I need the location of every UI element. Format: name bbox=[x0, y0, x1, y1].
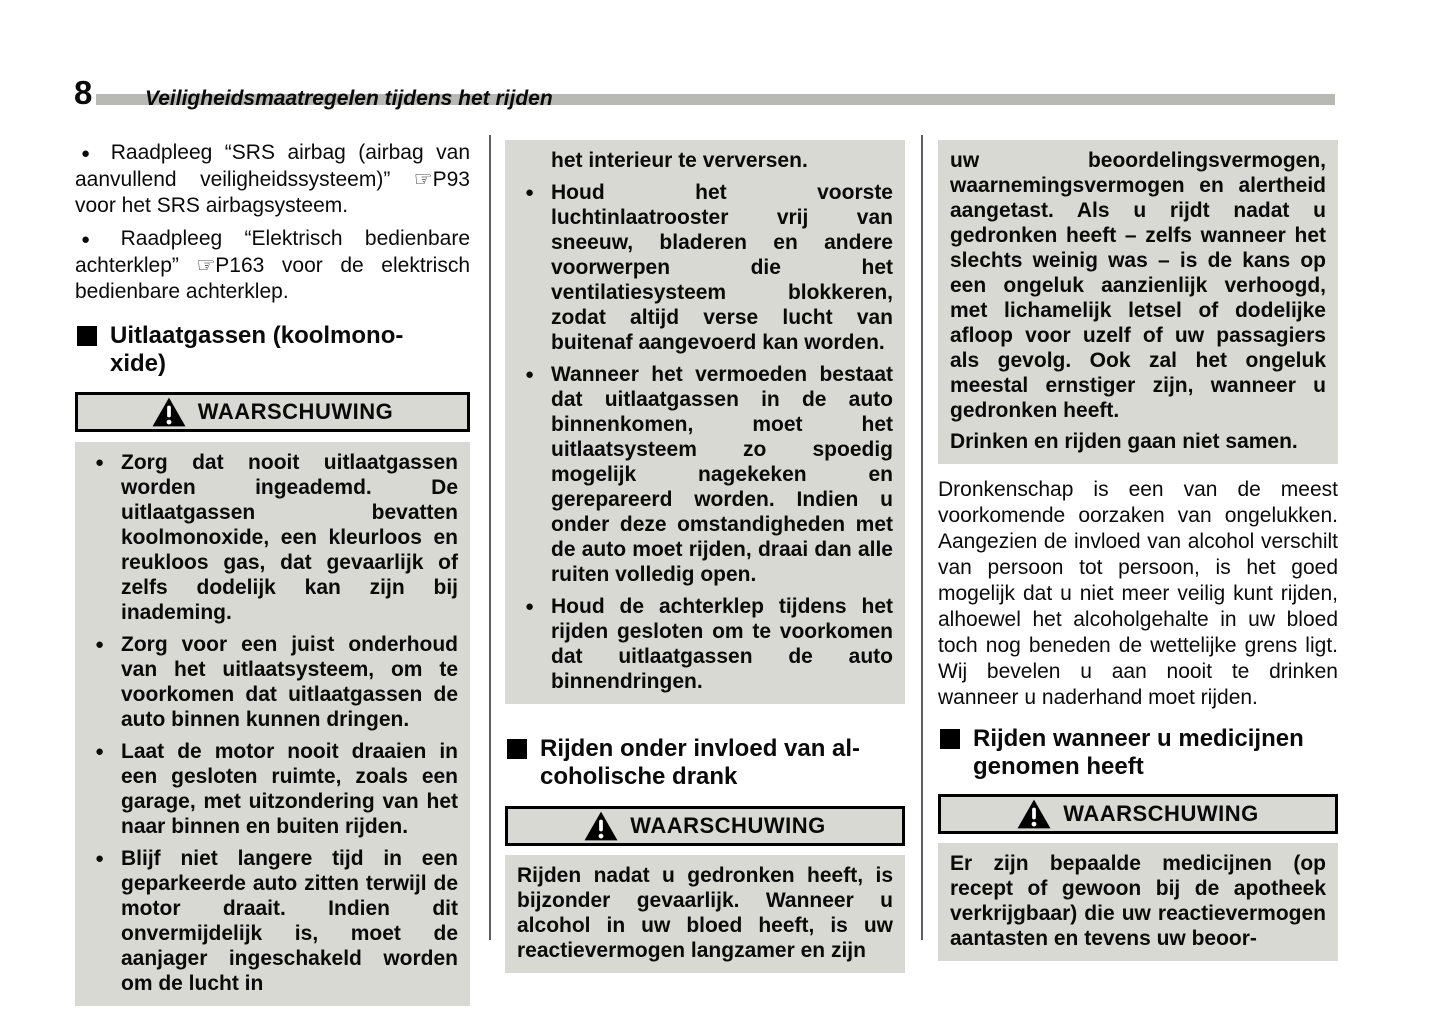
bullet-icon: ● bbox=[525, 598, 535, 615]
warning-bullet bbox=[87, 450, 458, 625]
warning-label: WAARSCHUWING bbox=[197, 399, 394, 424]
warning-bullet-text: Zorg dat nooit uitlaatgassen worden ingeademd. De uitlaatgassen bevatten koolmonoxide, een kleurloos en reukloos gas, dat gevaarlijk of zelfs dodelijk kan zijn bij inademing. bbox=[121, 451, 458, 624]
heading-line: coholische drank bbox=[540, 763, 738, 790]
warning-bullet-text: Zorg voor een juist onderhoud van het uitlaatsysteem, om te voorkomen dat uitlaatgassen de auto binnen kunnen dringen. bbox=[121, 633, 458, 731]
heading-line: Uitlaatgassen (koolmono- bbox=[110, 322, 404, 349]
warning-box bbox=[505, 855, 905, 973]
column-left bbox=[75, 140, 470, 1006]
column-divider bbox=[921, 135, 923, 940]
warning-bullet bbox=[517, 594, 893, 694]
column-middle bbox=[505, 140, 905, 973]
warning-bullet-text: Laat de motor nooit draaien in een gesloten ruimte, zoals een garage, met uitzondering van het naar binnen en buiten rijden. bbox=[121, 740, 458, 838]
intro-bullet bbox=[75, 226, 470, 305]
warning-box bbox=[938, 843, 1338, 961]
bullet-icon: ● bbox=[81, 231, 107, 248]
section-heading-alcohol bbox=[505, 735, 905, 791]
section-heading-text bbox=[540, 735, 860, 791]
heading-line: Rijden wanneer u medicijnen bbox=[973, 725, 1304, 752]
section-heading-medicine bbox=[938, 725, 1338, 781]
warning-bullet bbox=[517, 362, 893, 587]
warning-bullet-text: Houd het voorste luchtinlaatrooster vrij van sneeuw, bladeren en andere voorwerpen die het ventilatiesysteem blokkeren, zodat altijd verse lucht van buitenaf aangevoerd kan worden. bbox=[551, 181, 893, 354]
warning-box-continued bbox=[505, 140, 905, 704]
bullet-icon: ● bbox=[95, 850, 105, 867]
bullet-icon: ● bbox=[525, 366, 535, 383]
section-heading-exhaust bbox=[75, 322, 470, 378]
warning-bullet-continuation bbox=[517, 148, 893, 173]
warning-bullet bbox=[517, 180, 893, 355]
section-heading-text bbox=[973, 725, 1304, 781]
warning-box bbox=[75, 442, 470, 1006]
bullet-icon: ● bbox=[95, 636, 105, 653]
heading-line: genomen heeft bbox=[973, 753, 1144, 780]
warning-text: Rijden nadat u gedronken heeft, is bijzonder gevaarlijk. Wanneer u alcohol in uw bloed heeft, is uw reactievermogen langzamer en zijn bbox=[517, 864, 893, 962]
warning-header bbox=[505, 806, 905, 846]
column-right bbox=[938, 140, 1338, 961]
warning-text: Drinken en rijden gaan niet samen. bbox=[950, 430, 1298, 453]
warning-bullet-text: Houd de achterklep tijdens het rijden gesloten om te voorkomen dat uitlaatgassen de auto binnendringen. bbox=[551, 595, 893, 693]
warning-bullet bbox=[87, 846, 458, 996]
warning-triangle-icon bbox=[1017, 799, 1051, 829]
bullet-icon: ● bbox=[95, 743, 105, 760]
warning-triangle-icon bbox=[152, 397, 186, 427]
section-marker-icon bbox=[940, 729, 960, 749]
section-marker-icon bbox=[507, 739, 527, 759]
warning-continuation-text: het interieur te verversen. bbox=[551, 149, 808, 172]
page-header-title: Veiligheidsmaatregelen tijdens het rijden bbox=[145, 87, 553, 110]
section-heading-text bbox=[110, 322, 403, 378]
warning-box-continued bbox=[938, 140, 1338, 464]
heading-line: xide) bbox=[110, 350, 167, 377]
warning-label: WAARSCHUWING bbox=[1063, 801, 1259, 826]
warning-bullet-text: Blijf niet langere tijd in een geparkeerde auto zitten terwijl de motor draait. Indien dit onvermijdelijk is, moet de aanjager ingeschakeld worden om de lucht in bbox=[121, 847, 458, 995]
warning-bullet bbox=[87, 632, 458, 732]
warning-triangle-icon bbox=[584, 811, 618, 841]
column-divider bbox=[489, 135, 491, 940]
body-paragraph: Dronkenschap is een van de meest voorkomende oorzaken van ongelukken. Aangezien de invloed van alcohol verschilt van persoon tot persoon, is het goed mogelijk dat u niet meer veilig kunt rijden, alhoewel het alcoholgehalte in uw bloed toch nog beneden de wettelijke grens ligt. Wij bevelen u aan nooit te drinken wanneer u naderhand moet rijden. bbox=[938, 478, 1338, 709]
intro-bullet bbox=[75, 140, 470, 219]
section-marker-icon bbox=[77, 326, 97, 346]
heading-line: Rijden onder invloed van al- bbox=[540, 735, 861, 762]
intro-bullet-text: Raadpleeg “SRS airbag (airbag van aanvullend veiligheidssysteem)” ☞P93 voor het SRS airbagsysteem. bbox=[75, 141, 471, 217]
warning-header bbox=[75, 392, 470, 432]
warning-label: WAARSCHUWING bbox=[630, 813, 826, 838]
warning-header bbox=[938, 794, 1338, 834]
bullet-icon: ● bbox=[95, 454, 105, 471]
page-number: 8 bbox=[74, 74, 93, 111]
warning-bullet bbox=[87, 739, 458, 839]
warning-text: Er zijn bepaalde medicijnen (op recept of gewoon bij de apotheek verkrijgbaar) die uw reactievermogen aantasten en tevens uw beoor- bbox=[950, 852, 1326, 950]
warning-continuation-text: uw beoordelingsvermogen, waarnemingsvermogen en alertheid aangetast. Als u rijdt nadat u gedronken heeft – zelfs wanneer het slechts weinig was – is de kans op een ongeluk aanzienlijk verhoogd, met lichamelijk letsel of dodelijke afloop voor uzelf of uw passagiers als gevolg. Ook zal het ongeluk meestal ernstiger zijn, wanneer u gedronken heeft. bbox=[950, 149, 1326, 422]
indent-spacer bbox=[517, 148, 551, 173]
warning-bullet-text: Wanneer het vermoeden bestaat dat uitlaatgassen in de auto binnenkomen, moet het uitlaatsysteem zo spoedig mogelijk nagekeken en gerepareerd worden. Indien u onder deze omstandigheden met de auto moet rijden, draai dan alle ruiten volledig open. bbox=[551, 363, 893, 586]
bullet-icon: ● bbox=[525, 184, 535, 201]
bullet-icon: ● bbox=[81, 145, 97, 162]
intro-bullet-text: Raadpleeg “Elektrisch bedienbare achterklep” ☞P163 voor de elektrisch bedienbare achterklep. bbox=[75, 227, 470, 303]
